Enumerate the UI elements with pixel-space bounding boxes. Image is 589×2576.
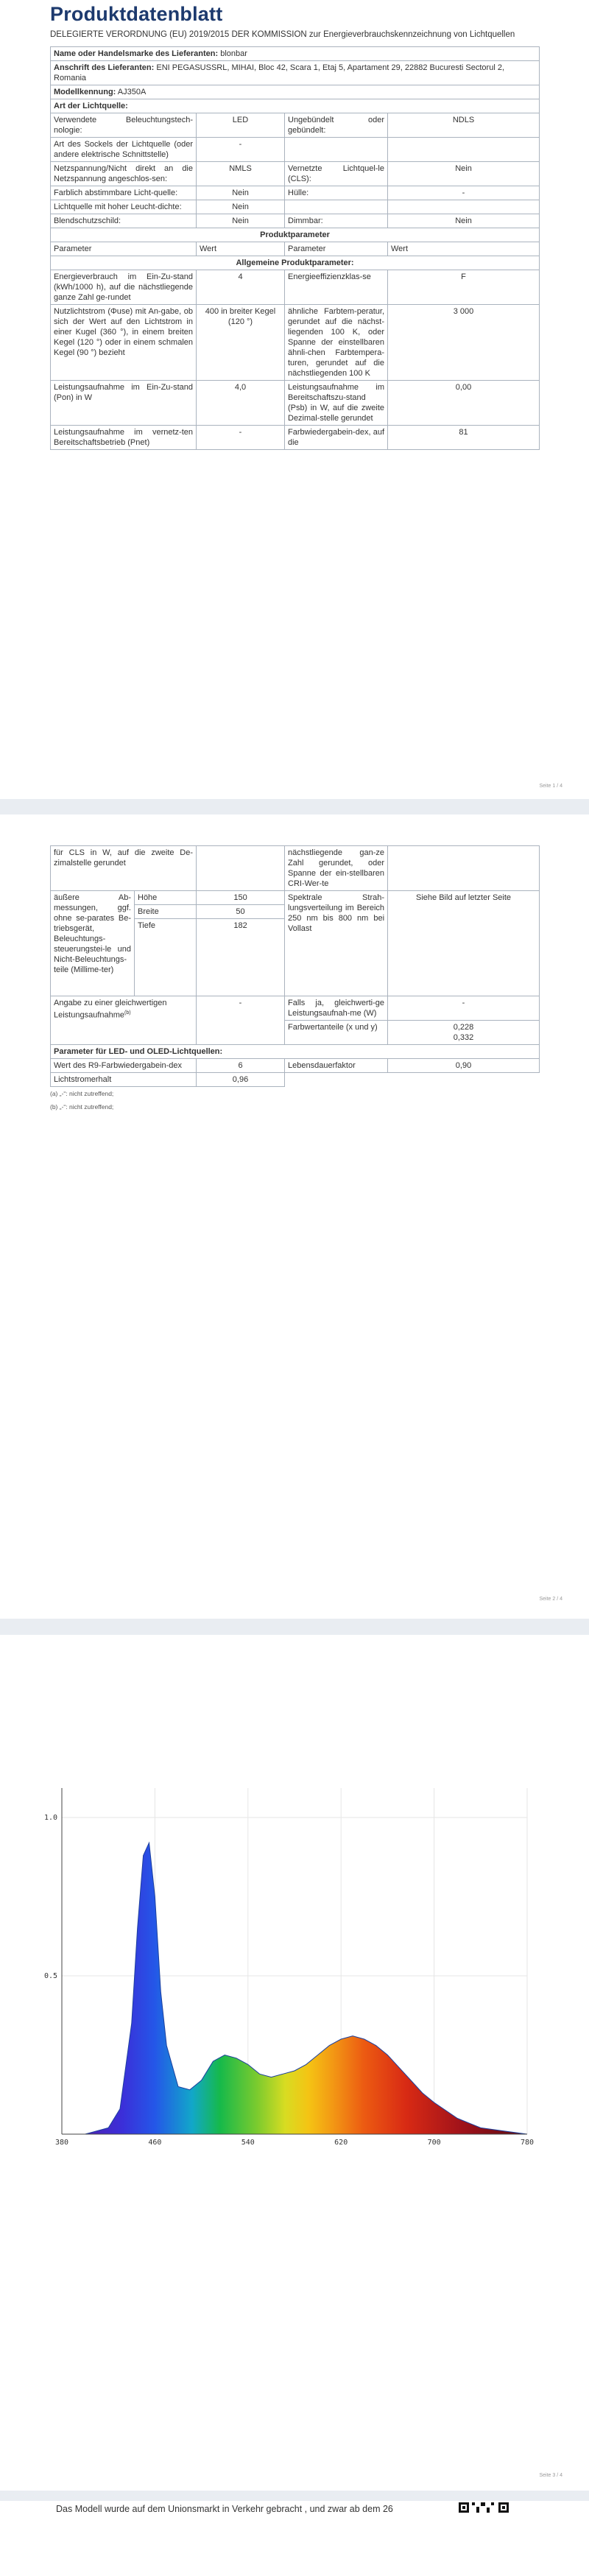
chromaticity-x: 0,228 bbox=[453, 1023, 474, 1032]
dim-height-label: Höhe bbox=[135, 891, 197, 905]
parameter-value: 3 000 bbox=[388, 305, 540, 381]
parameter-label: Nutzlichtstrom (Φuse) mit An-gabe, ob sich der Wert auf den Lichtstrom in einer Kugel (360 °), in einem breiten Kegel (120 °) oder in einem schmalen Kegel (90 °) bezieht bbox=[51, 305, 197, 381]
parameter-label: Leistungsaufnahme im Bereitschaftszu-stand (Psb) in W, auf die zweite Dezimal-stelle gerundet bbox=[285, 381, 388, 426]
dim-depth-value: 182 bbox=[197, 919, 285, 996]
light-type-label: Lichtquelle mit hoher Leucht-dichte: bbox=[51, 200, 197, 214]
equivalent-power-w-label: Falls ja, gleichwerti-ge Leistungsaufnah-me (W) bbox=[285, 996, 388, 1021]
light-type-heading-row bbox=[51, 99, 540, 113]
light-type-row bbox=[51, 162, 540, 186]
parameter-value: 4,0 bbox=[197, 381, 285, 426]
equivalent-power-label: Angabe zu einer gleichwertigen Leistungsaufnahme$^{(b)}$ bbox=[51, 996, 197, 1045]
supplier-row bbox=[51, 47, 540, 61]
light-type-value: Nein bbox=[197, 214, 285, 228]
dim-height-value: 150 bbox=[197, 891, 285, 905]
parameter-label: Leistungsaufnahme im Ein-Zu-stand (Pon) in W bbox=[51, 381, 197, 426]
page-2-content bbox=[50, 845, 539, 1111]
address-label: Anschrift des Lieferanten: bbox=[54, 63, 155, 72]
dim-depth-label: Tiefe bbox=[135, 919, 197, 996]
x-tick-label: 780 bbox=[520, 2139, 535, 2147]
equivalent-power-w-value: - bbox=[388, 996, 540, 1021]
page-1-content bbox=[50, 3, 539, 450]
light-type-label: Verwendete Beleuchtungstech-nologie: bbox=[51, 113, 197, 138]
supplier-value: blonbar bbox=[220, 49, 247, 58]
model-label: Modellkennung: bbox=[54, 88, 116, 96]
market-placement-text: Das Modell wurde auf dem Unionsmarkt in Verkehr gebracht , und zwar ab dem 26 bbox=[56, 2504, 393, 2514]
address-value: ENI PEGASUSSRL, MIHAI, Bloc 42, Scara 1, Etaj 5, Apartament 29, 22882 Bucuresti Sectorul 2, Romania bbox=[54, 63, 504, 82]
col-header-parameter-1: Parameter bbox=[51, 242, 197, 256]
light-type-value: - bbox=[197, 138, 285, 162]
r9-label: Wert des R9-Farbwiedergabein-dex bbox=[51, 1059, 197, 1073]
light-type-value: Nein bbox=[197, 186, 285, 200]
col-header-value-2: Wert bbox=[388, 242, 540, 256]
light-type-rows bbox=[51, 113, 540, 228]
dimensions-label: äußere Ab-messungen, ggf. ohne se-parates Be-triebsgerät, Beleuchtungs-steuerungstei-le und Nicht-Beleuchtungs-teile (Millime-ter) bbox=[51, 891, 135, 996]
pnet-label-continued: für CLS in W, auf die zweite De-zimalstelle gerundet bbox=[51, 846, 197, 891]
light-type-value: - bbox=[388, 186, 540, 200]
info-table bbox=[50, 46, 540, 450]
spectrum-area bbox=[62, 1843, 527, 2134]
y-tick-label: 1.0 bbox=[43, 1814, 57, 1822]
parameter-label: Energieeffizienzklas-se bbox=[285, 270, 388, 305]
general-params-heading-row bbox=[51, 256, 540, 270]
footnote-b: (b) „-“: nicht zutreffend; bbox=[50, 1103, 114, 1111]
x-tick-label: 540 bbox=[241, 2139, 255, 2147]
parameter-label: Farbwiedergabein-dex, auf die bbox=[285, 426, 388, 450]
supplier-label: Name oder Handelsmarke des Lieferanten: bbox=[54, 49, 219, 58]
chromaticity-value bbox=[388, 1021, 540, 1045]
light-type-value: Nein bbox=[197, 200, 285, 214]
light-type-label: Dimmbar: bbox=[285, 214, 388, 228]
cri-label-continued: nächstliegende gan-ze Zahl gerundet, oder Spanne der ein-stellbaren CRI-Wer-te bbox=[285, 846, 388, 891]
light-type-value: NMLS bbox=[197, 162, 285, 186]
page-4 bbox=[0, 2501, 589, 2576]
y-tick-label: 0.5 bbox=[43, 1972, 57, 1980]
parameter-row bbox=[51, 305, 540, 381]
dim-width-value: 50 bbox=[197, 905, 285, 919]
light-type-value: NDLS bbox=[388, 113, 540, 138]
light-type-label: Vernetzte Lichtquel-le (CLS): bbox=[285, 162, 388, 186]
page-title: Produktdatenblatt bbox=[50, 3, 223, 25]
page-1 bbox=[0, 0, 589, 799]
light-type-value: LED bbox=[197, 113, 285, 138]
x-tick-label: 700 bbox=[427, 2139, 441, 2147]
light-type-label: Farblich abstimmbare Licht-quelle: bbox=[51, 186, 197, 200]
parameter-row bbox=[51, 381, 540, 426]
parameter-label: Leistungsaufnahme im vernetz-ten Bereitschaftsbetrieb (Pnet) bbox=[51, 426, 197, 450]
chromaticity-label: Farbwertanteile (x und y) bbox=[285, 1021, 388, 1045]
parameter-value: - bbox=[197, 426, 285, 450]
chromaticity-y: 0,332 bbox=[453, 1033, 474, 1042]
parameter-value: 0,00 bbox=[388, 381, 540, 426]
light-type-row bbox=[51, 200, 540, 214]
footnote-a: (a) „-“: nicht zutreffend; bbox=[50, 1090, 114, 1097]
parameter-value: F bbox=[388, 270, 540, 305]
light-type-row bbox=[51, 113, 540, 138]
led-params-heading: Parameter für LED- und OLED-Lichtquellen: bbox=[51, 1045, 540, 1059]
page-3 bbox=[0, 1635, 589, 2491]
parameter-table-continued bbox=[50, 845, 540, 1087]
light-type-row bbox=[51, 186, 540, 200]
regulation-subtitle: DELEGIERTE VERORDNUNG (EU) 2019/2015 DER KOMMISSION zur Energieverbrauchskennzeichnung von Lichtquellen bbox=[50, 30, 515, 39]
parameter-row bbox=[51, 270, 540, 305]
lumen-maintenance-row bbox=[51, 1073, 540, 1087]
product-params-heading: Produktparameter bbox=[51, 228, 540, 242]
lumen-maintenance-value: 0,96 bbox=[197, 1073, 285, 1087]
light-type-label: Blendschutzschild: bbox=[51, 214, 197, 228]
model-row bbox=[51, 85, 540, 99]
r9-value: 6 bbox=[197, 1059, 285, 1073]
parameter-value: 400 in breiter Kegel (120 °) bbox=[197, 305, 285, 381]
equivalent-power-row bbox=[51, 996, 540, 1021]
address-row bbox=[51, 61, 540, 85]
parameter-label: ähnliche Farbtem-peratur, gerundet auf die nächst-liegenden 100 K, oder Spanne der einstellbaren ähnli-chen Farbtempera-turen, gerundet auf die nächstliegenden 100 K bbox=[285, 305, 388, 381]
page-number-1: Seite 1 / 4 bbox=[539, 784, 562, 789]
general-params-heading: Allgemeine Produktparameter: bbox=[51, 256, 540, 270]
x-tick-label: 380 bbox=[54, 2139, 69, 2147]
spd-label: Spektrale Strah-lungsverteilung im Bereich 250 nm bis 800 nm bei Vollast bbox=[285, 891, 388, 996]
light-type-heading: Art der Lichtquelle: bbox=[51, 99, 540, 113]
dimensions-row bbox=[51, 891, 540, 905]
light-type-value bbox=[388, 200, 540, 214]
qr-code-icon bbox=[458, 2501, 511, 2514]
light-type-row bbox=[51, 138, 540, 162]
lifetime-factor-value: 0,90 bbox=[388, 1059, 540, 1073]
cri-continued-row bbox=[51, 846, 540, 891]
parameter-value: 4 bbox=[197, 270, 285, 305]
light-type-label: Netzspannung/Nicht direkt an die Netzspannung angeschlos-sen: bbox=[51, 162, 197, 186]
page-number-2: Seite 2 / 4 bbox=[539, 1597, 562, 1602]
light-type-value: Nein bbox=[388, 214, 540, 228]
parameter-value: 81 bbox=[388, 426, 540, 450]
model-value: AJ350A bbox=[117, 88, 147, 96]
lifetime-factor-label: Lebensdauerfaktor bbox=[285, 1059, 388, 1073]
column-header-row bbox=[51, 242, 540, 256]
light-type-value bbox=[388, 138, 540, 162]
spectral-distribution-chart bbox=[0, 1745, 589, 2334]
col-header-value-1: Wert bbox=[197, 242, 285, 256]
light-type-row bbox=[51, 214, 540, 228]
light-type-label bbox=[285, 200, 388, 214]
page-2 bbox=[0, 814, 589, 1619]
light-type-label: Art des Sockels der Lichtquelle (oder andere elektrische Schnittstelle) bbox=[51, 138, 197, 162]
led-heading-row bbox=[51, 1045, 540, 1059]
light-type-label bbox=[285, 138, 388, 162]
lumen-maintenance-label: Lichtstromerhalt bbox=[51, 1073, 197, 1087]
dim-width-label: Breite bbox=[135, 905, 197, 919]
parameter-rows-page-1 bbox=[51, 270, 540, 450]
spd-value: Siehe Bild auf letzter Seite bbox=[388, 891, 540, 996]
x-tick-label: 620 bbox=[334, 2139, 348, 2147]
x-tick-label: 460 bbox=[148, 2139, 162, 2147]
light-type-label: Hülle: bbox=[285, 186, 388, 200]
r9-row bbox=[51, 1059, 540, 1073]
light-type-label: Ungebündelt oder gebündelt: bbox=[285, 113, 388, 138]
light-type-value: Nein bbox=[388, 162, 540, 186]
page-number-3: Seite 3 / 4 bbox=[539, 2473, 562, 2478]
parameter-label: Energieverbrauch im Ein-Zu-stand (kWh/1000 h), auf die nächstliegende ganze Zahl ge-rundet bbox=[51, 270, 197, 305]
parameter-row bbox=[51, 426, 540, 450]
equivalent-power-value: - bbox=[197, 996, 285, 1045]
col-header-parameter-2: Parameter bbox=[285, 242, 388, 256]
product-params-heading-row bbox=[51, 228, 540, 242]
